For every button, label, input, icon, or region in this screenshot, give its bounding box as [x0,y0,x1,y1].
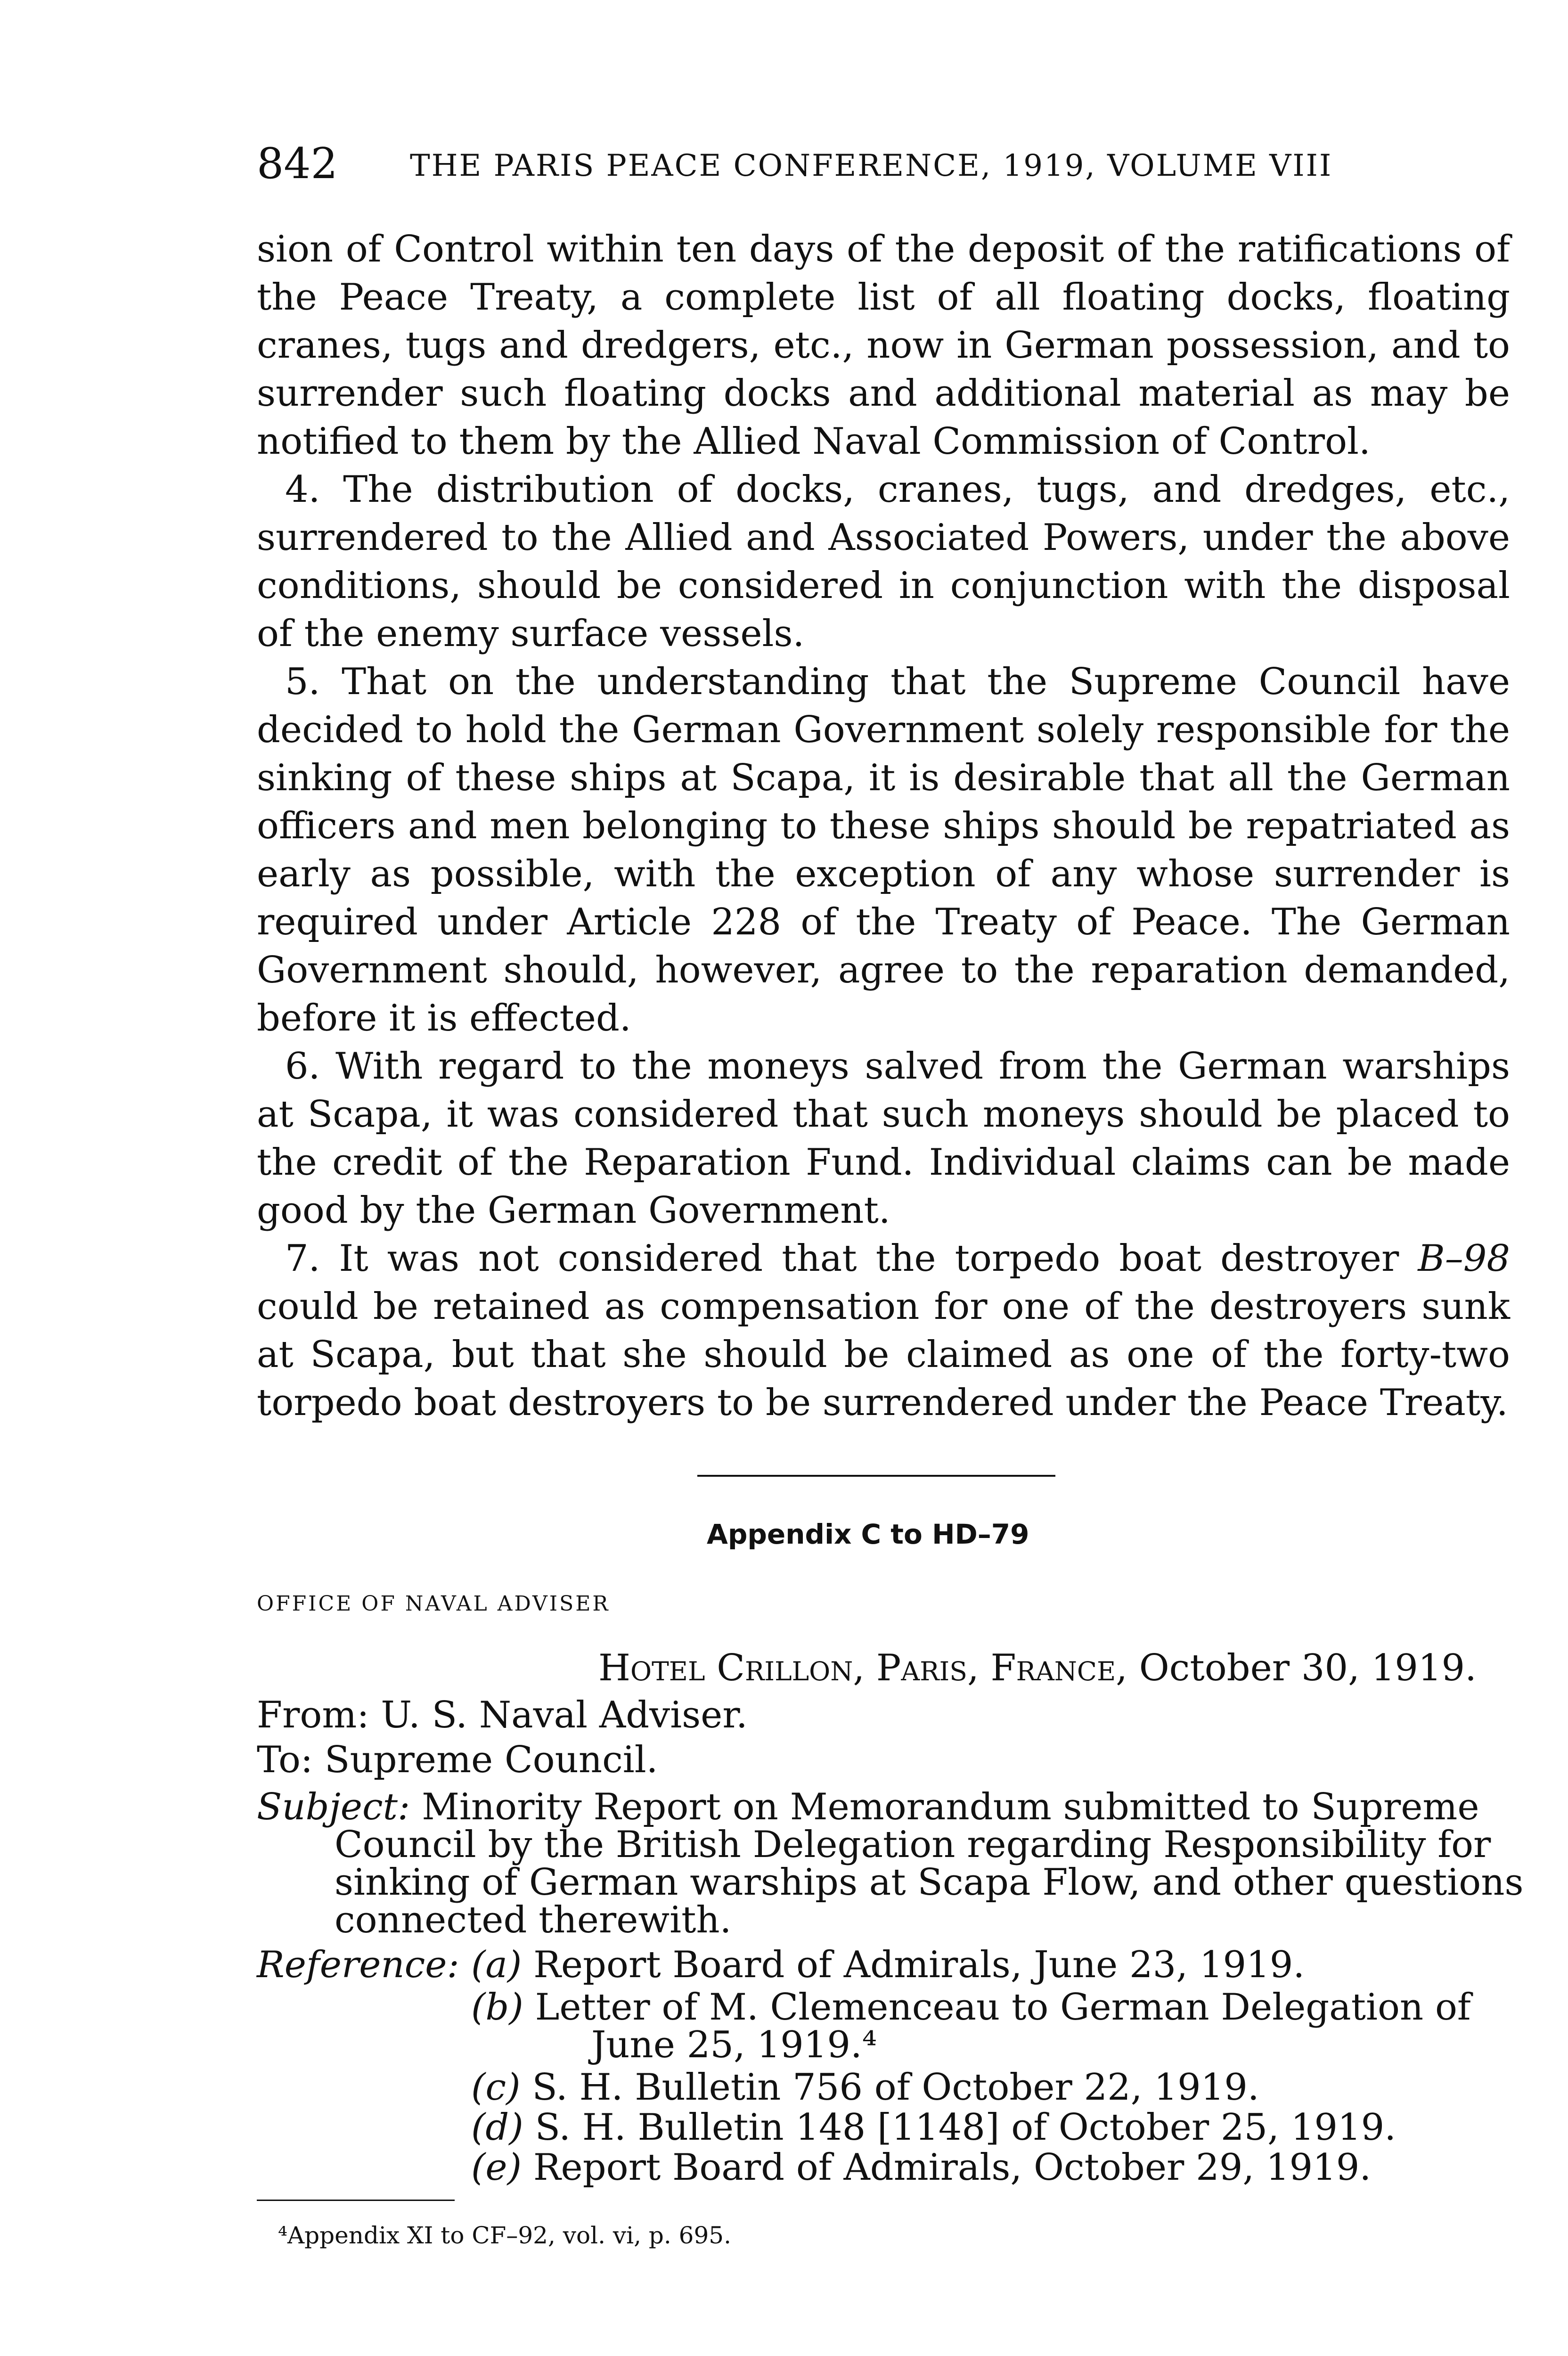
date: October 30, 1919. [1139,1647,1477,1689]
reference-item: (c) S. H. Bulletin 756 of October 22, 1919. [471,2066,1259,2109]
reference-item: (e) Report Board of Admirals, October 29, 1919. [471,2146,1372,2189]
subject-label: Subject: [257,1786,410,1828]
from-label: From: [257,1694,369,1736]
footnote: ⁴Appendix XI to CF–92, vol. vi, p. 695. [278,2222,732,2249]
paragraph-7 [257,1235,1510,1427]
place-date [598,1647,1477,1689]
subject-text-1: Minority Report on Memorandum submitted to Supreme [422,1786,1479,1828]
subject-line-3: sinking of German warships at Scapa Flow, and other questions [335,1861,1524,1904]
section-divider [697,1475,1055,1477]
to-line [257,1739,658,1781]
paragraph-6: 6. With regard to the moneys salved from the German warships at Scapa, it was considered that such moneys should be placed to the credit of the Reparation Fund. Individual claims can be made good by the German Government. [257,1045,1510,1232]
paragraph-continuation: sion of Control within ten days of the deposit of the ratifications of the Peace Treaty, a complete list of all floating docks, floating cranes, tugs and dredgers, etc., now in German possession, and to surrender such floating docks and additional material as may be notified to them by the Allied Naval Commission of Control. [257,228,1510,463]
appendix-title: Appendix C to HD–79 [707,1518,1029,1550]
reference-label: Reference: [257,1944,459,1986]
destroyer-name: B–98 [1418,1237,1510,1280]
paragraph-7-start: 7. It was not considered that the torpedo boat destroyer [285,1237,1418,1280]
reference-item: (d) S. H. Bulletin 148 [1148] of October 25, 1919. [471,2106,1396,2149]
subject-line-2: Council by the British Delegation regarding Responsibility for [335,1824,1491,1866]
office-label: OFFICE OF NAVAL ADVISER [257,1592,610,1616]
to-label: To: [257,1739,313,1781]
reference-item: (b) Letter of M. Clemenceau to German Delegation of [471,1986,1471,2029]
subject-line-4: connected therewith. [335,1899,732,1941]
footnote-rule [257,2200,455,2201]
from-value: U. S. Naval Adviser. [381,1694,748,1736]
place: Hotel Crillon, Paris, France, [598,1647,1127,1689]
paragraph-5: 5. That on the understanding that the Supreme Council have decided to hold the German Government solely responsible for the sinking of these ships at Scapa, it is desirable that all the German officers and men belonging to these ships should be repatriated as early as possible, with the exception of any whose surrender is required under Article 228 of the Treaty of Peace. The German Government should, however, agree to the reparation demanded, before it is effected. [257,661,1510,1039]
reference-item: (a) Report Board of Admirals, June 23, 1919. [471,1944,1305,1986]
reference-item-continuation: June 25, 1919.⁴ [591,2024,877,2066]
body-text [257,225,1510,1427]
to-value: Supreme Council. [325,1739,658,1781]
running-title: THE PARIS PEACE CONFERENCE, 1919, VOLUME VIII [410,148,1333,183]
page-number: 842 [257,139,338,188]
paragraph-7-end: could be retained as compensation for one of the destroyers sunk at Scapa, but that she should be claimed as one of the forty-two torpedo boat destroyers to be surrendered under the Peace Treaty. [257,1285,1510,1424]
from-line [257,1694,748,1736]
paragraph-4: 4. The distribution of docks, cranes, tugs, and dredges, etc., surrendered to the Allied and Associated Powers, under the above conditions, should be considered in conjunction with the disposal of the enemy surface vessels. [257,468,1510,655]
subject-line-1 [257,1786,1479,1828]
